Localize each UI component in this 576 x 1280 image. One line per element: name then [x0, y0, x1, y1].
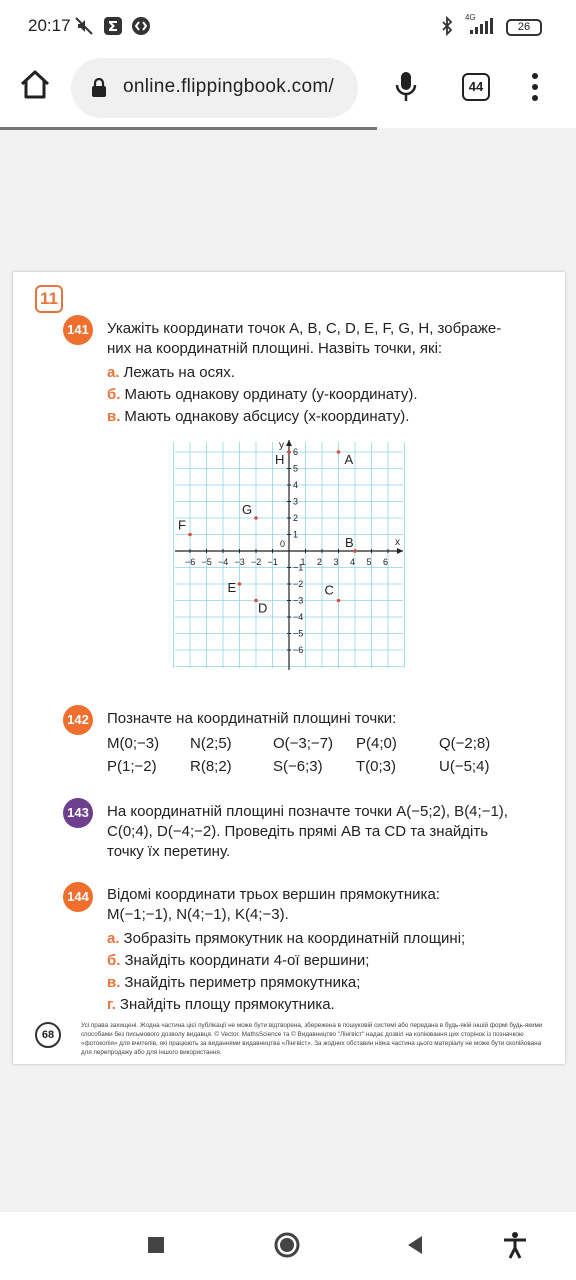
- y-tick-label: 6: [293, 447, 299, 457]
- x-tick-label: −2: [251, 557, 262, 567]
- task-141-item-a: [107, 364, 235, 381]
- url-text: online.flippingbook.com/: [123, 76, 335, 97]
- task-143-line-1: На координатній площині позначте точки A(−5;2), B(4;−1),: [107, 803, 508, 820]
- x-axis-arrow: [397, 548, 403, 554]
- system-navigation-bar: [0, 1212, 576, 1280]
- point-label: D: [258, 600, 268, 616]
- more-menu-icon[interactable]: [527, 70, 543, 104]
- x-tick-label: −4: [218, 557, 229, 567]
- point-item: O(−3;−7): [273, 735, 334, 752]
- task-144-item-c: [107, 974, 360, 991]
- y-tick-label: −6: [293, 645, 304, 655]
- task-144-text: [107, 885, 517, 925]
- signal-icon: [466, 16, 498, 36]
- y-tick-label: −2: [293, 579, 304, 589]
- point-item: S(−6;3): [273, 758, 323, 775]
- status-time: 20:17: [28, 16, 71, 35]
- origin-label: 0: [280, 539, 286, 549]
- task-144-item-d: [107, 996, 335, 1013]
- x-tick-label: 2: [317, 557, 323, 567]
- task-141-line-2: них на координатній площині. Назвіть точки, які:: [107, 340, 443, 357]
- task-144-line-2: M(−1;−1), N(4;−1), K(4;−3).: [107, 906, 289, 923]
- item-text: Мають однакову абсцису (x-координату).: [124, 408, 410, 425]
- task-144-item-b: [107, 952, 369, 969]
- point-marker: [353, 549, 357, 553]
- y-axis-arrow: [286, 440, 292, 446]
- point-marker: [188, 533, 192, 537]
- mute-icon: [74, 16, 94, 36]
- back-icon[interactable]: [400, 1230, 430, 1260]
- point-item: N(2;5): [190, 735, 232, 752]
- home-circle-icon[interactable]: [272, 1230, 302, 1260]
- point-item: P(4;0): [356, 735, 397, 752]
- point-marker: [287, 450, 291, 454]
- tab-switcher-button[interactable]: 44: [462, 73, 490, 101]
- x-tick-label: −3: [234, 557, 245, 567]
- y-tick-label: 1: [293, 529, 299, 540]
- sigma-app-icon: [103, 16, 123, 36]
- y-tick-label: −4: [293, 612, 304, 622]
- task-142-title: Позначте на координатній площині точки:: [107, 710, 397, 727]
- network-label: 4G: [465, 13, 476, 22]
- x-tick-label: 6: [383, 557, 389, 567]
- item-letter: а.: [107, 930, 120, 947]
- chapter-badge: 11: [35, 285, 63, 313]
- item-letter: б.: [107, 952, 121, 969]
- point-label: E: [227, 580, 237, 595]
- status-bar: [0, 0, 576, 56]
- point-item: U(−5;4): [439, 758, 490, 775]
- task-number-141: 141: [63, 315, 93, 345]
- lock-icon: [91, 78, 107, 98]
- y-axis-label: y: [279, 440, 284, 451]
- item-letter: в.: [107, 408, 121, 425]
- item-letter: б.: [107, 386, 121, 403]
- task-number-144: 144: [63, 882, 93, 912]
- battery-indicator: 26: [506, 19, 542, 36]
- x-tick-label: −1: [267, 557, 278, 567]
- x-tick-label: −5: [201, 557, 212, 567]
- home-icon[interactable]: [18, 68, 52, 102]
- x-tick-label: 3: [333, 557, 339, 567]
- x-tick-label: −6: [185, 557, 196, 567]
- task-141-item-b: [107, 386, 418, 403]
- point-item: M(0;−3): [107, 735, 160, 752]
- bluetooth-icon: [437, 16, 457, 36]
- item-text: Знайдіть площу прямокутника.: [119, 996, 335, 1013]
- accessibility-icon[interactable]: [500, 1230, 530, 1260]
- coordinate-plane-chart: [173, 438, 405, 672]
- point-marker: [337, 599, 341, 603]
- browser-toolbar: [0, 56, 576, 128]
- x-tick-label: 1: [300, 557, 306, 567]
- recents-icon[interactable]: [141, 1230, 171, 1260]
- x-axis-label: x: [395, 537, 400, 548]
- y-tick-label: −5: [293, 628, 304, 639]
- point-label: H: [275, 452, 285, 467]
- item-letter: г.: [107, 996, 116, 1013]
- point-item: R(8;2): [190, 758, 232, 775]
- point-marker: [238, 582, 242, 586]
- point-label: G: [242, 502, 253, 517]
- point-label: C: [324, 582, 334, 598]
- microphone-icon[interactable]: [393, 70, 419, 104]
- task-number-143: 143: [63, 798, 93, 828]
- y-tick-label: −3: [293, 595, 304, 606]
- point-marker: [254, 516, 258, 520]
- y-tick-label: 5: [293, 463, 299, 474]
- task-143-line-3: точку їх перетину.: [107, 843, 231, 860]
- x-tick-label: 5: [366, 557, 372, 567]
- copyright-footer: Усі права захищені. Жодна частина цієї публікації не може бути відтворена, збережена в пошуковій системі або передана в будь-якій іншій формі будь-якими способами без письмового дозволу видавця. © Vector. MathsScience та © Видавництво "Лінгвіст" надає дозвіл на копіювання цих сторінок із позначкою «фотокопія» для вчителів, які працюють за виданнями видавництва «Лінгвіст». За жодних обставин ніяка частина цього матеріалу не може бути скопійована для перепродажу або для іншого використання.: [81, 1022, 543, 1056]
- item-letter: в.: [107, 974, 121, 991]
- task-143-text: [107, 802, 517, 862]
- y-tick-label: 2: [293, 513, 299, 523]
- address-bar[interactable]: [71, 58, 358, 118]
- shazam-icon: [131, 16, 151, 36]
- book-page: [13, 272, 565, 1064]
- y-tick-label: −1: [293, 562, 304, 573]
- point-item: T(0;3): [356, 758, 397, 775]
- item-text: Зобразіть прямокутник на координатній площині;: [123, 930, 466, 947]
- task-144-line-1: Відомі координати трьох вершин прямокутника:: [107, 886, 440, 903]
- page-number: 68: [35, 1022, 61, 1048]
- item-text: Знайдіть координати 4-ої вершини;: [124, 952, 370, 969]
- task-141-item-c: [107, 408, 409, 425]
- point-label: A: [344, 452, 354, 467]
- point-label: B: [345, 535, 354, 550]
- point-marker: [337, 450, 341, 454]
- task-141-text: [107, 319, 517, 359]
- item-text: Знайдіть периметр прямокутника;: [124, 974, 361, 991]
- item-letter: а.: [107, 364, 120, 381]
- item-text: Мають однакову ординату (y-координату).: [124, 386, 418, 403]
- task-141-line-1: Укажіть координати точок A, B, C, D, E, F, G, H, зображе-: [107, 320, 502, 337]
- y-tick-label: 3: [293, 496, 299, 507]
- item-text: Лежать на осях.: [123, 364, 235, 381]
- point-item: Q(−2;8): [439, 735, 491, 752]
- y-tick-label: 4: [293, 480, 299, 490]
- task-144-item-a: [107, 930, 465, 947]
- point-item: P(1;−2): [107, 758, 157, 775]
- x-tick-label: 4: [350, 557, 356, 567]
- point-label: F: [178, 517, 186, 533]
- task-143-line-2: C(0;4), D(−4;−2). Проведіть прямі AB та CD та знайдіть: [107, 823, 489, 840]
- task-number-142: 142: [63, 705, 93, 735]
